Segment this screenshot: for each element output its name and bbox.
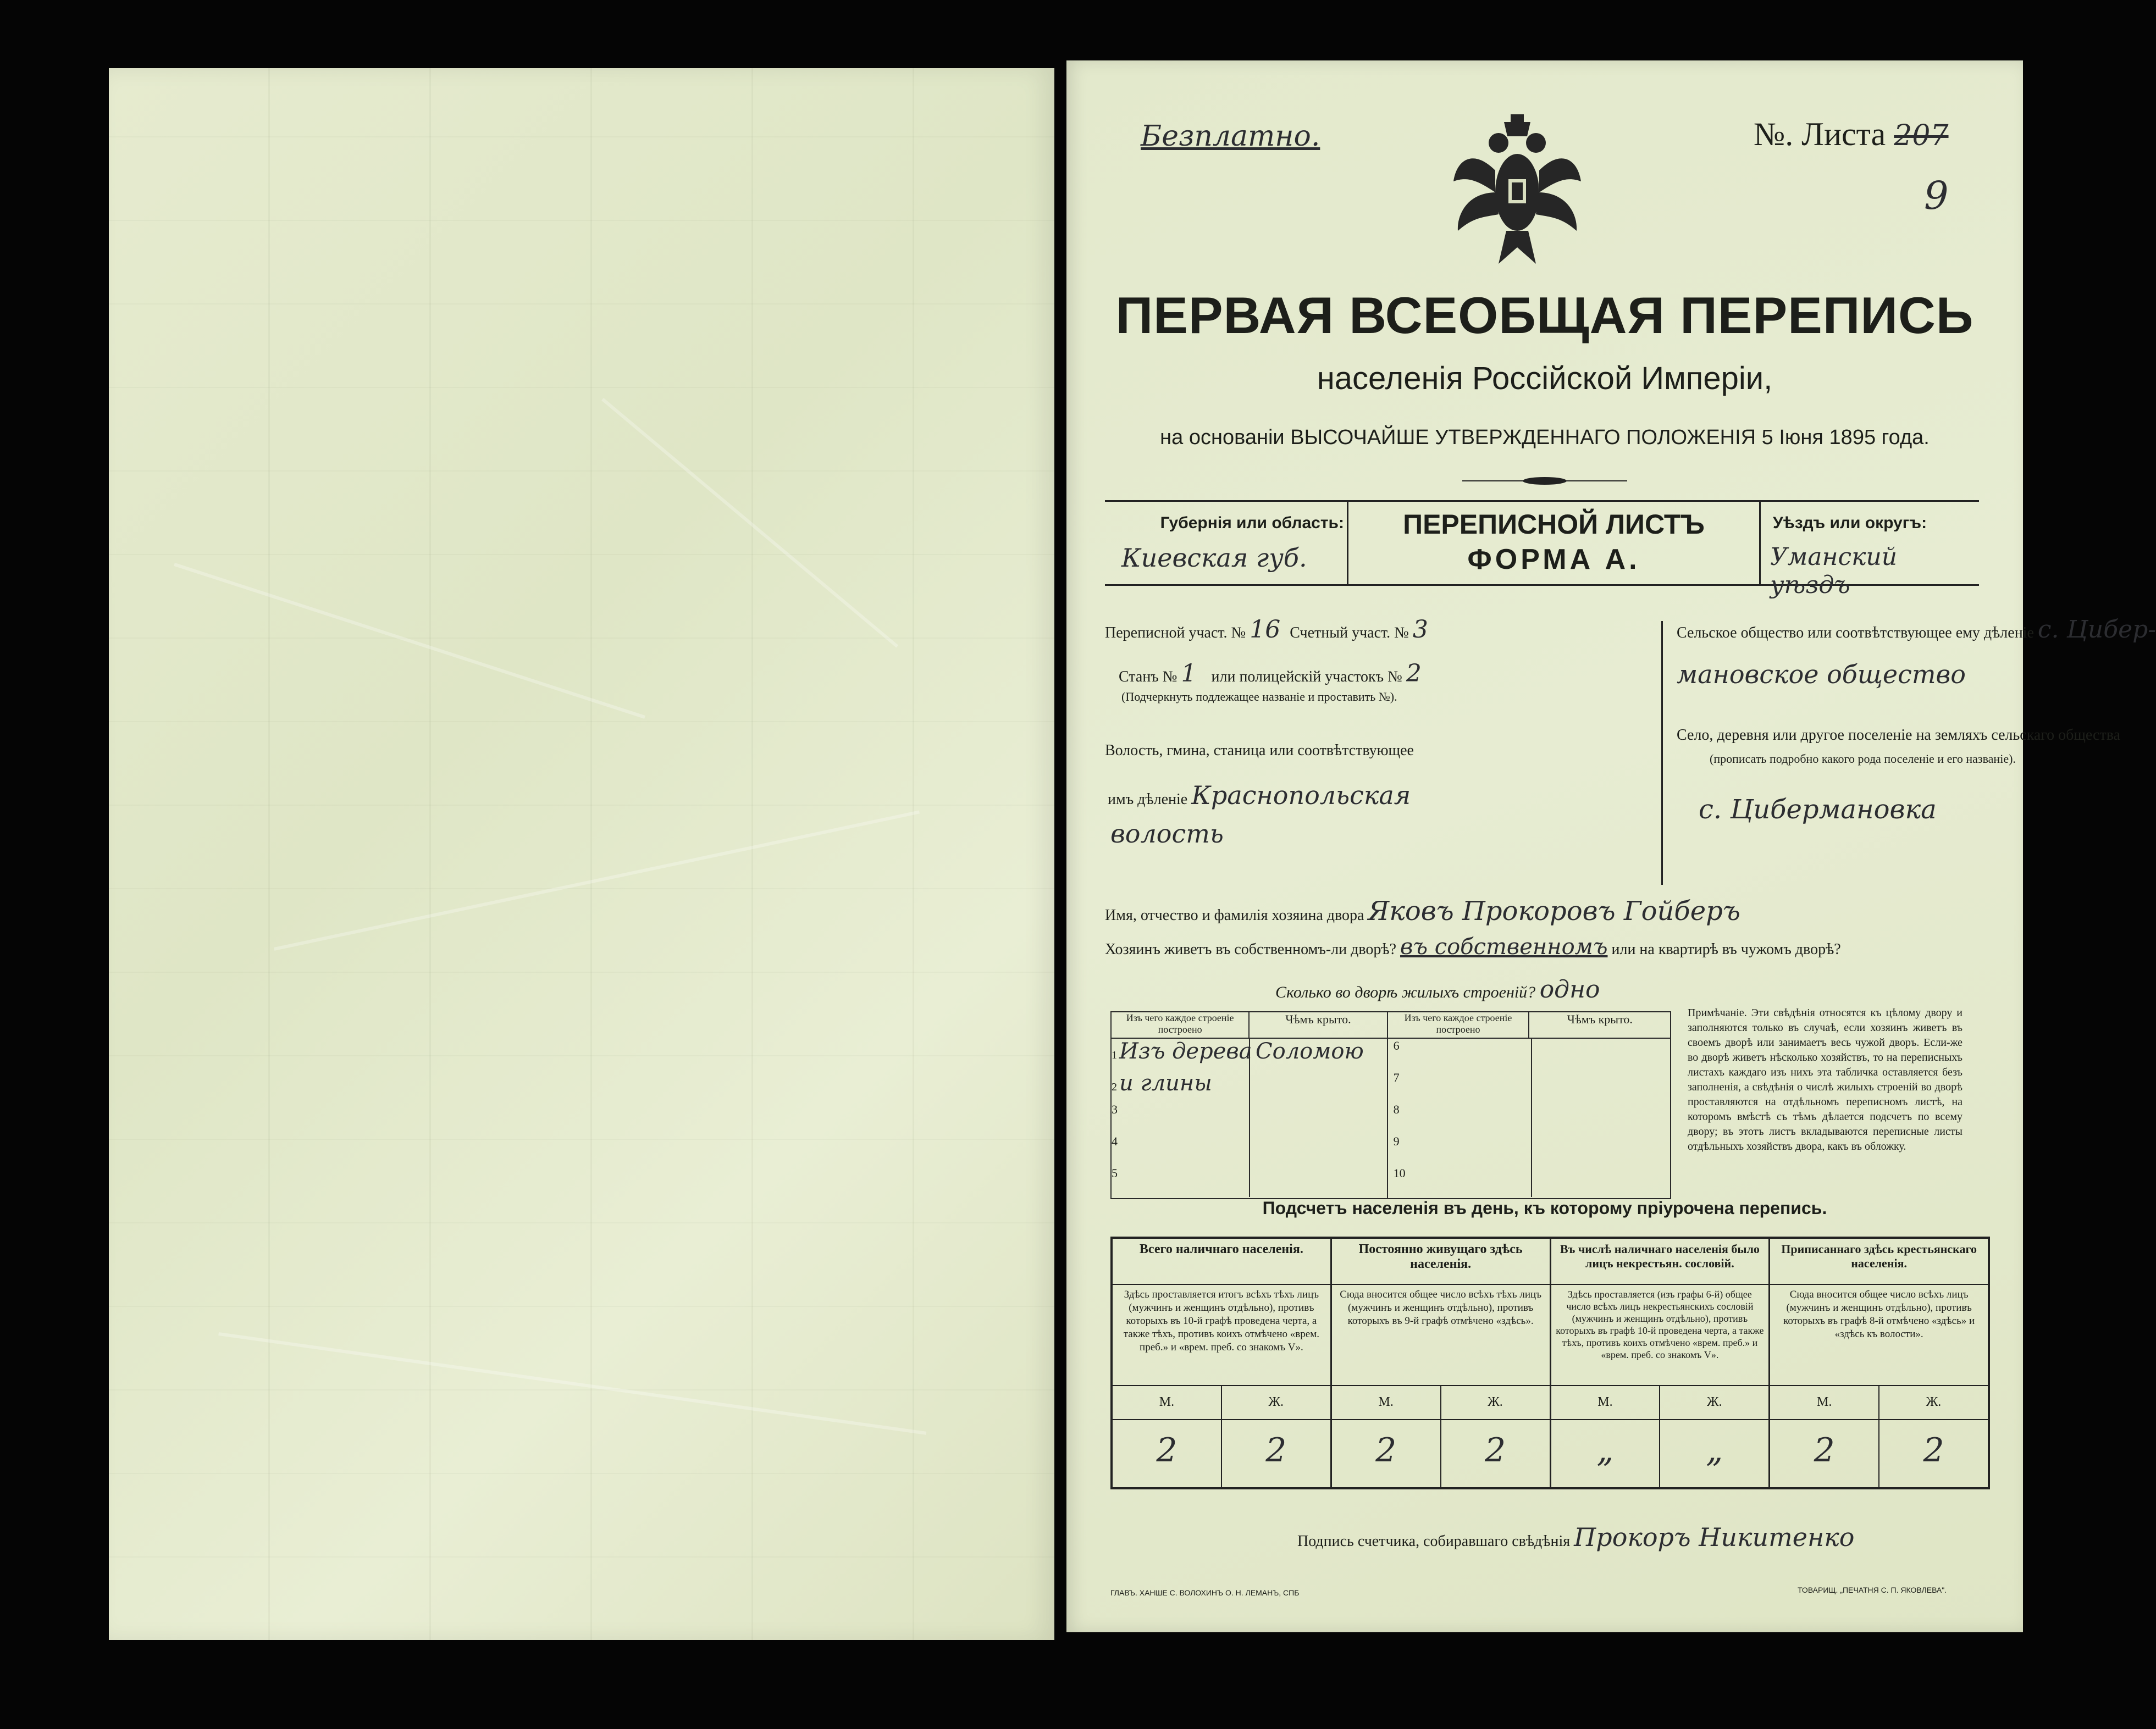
signature-label: Подпись счетчика, собиравшаго свѣдѣнія (1297, 1533, 1571, 1550)
count-column (1113, 1239, 1332, 1487)
underline-note: (Подчеркнуть подлежащее названіе и проставить №). (1121, 690, 1397, 703)
male-label: М. (1770, 1386, 1879, 1419)
society-value-2: мановское общество (1677, 660, 1966, 689)
volost-label-1: Волость, гмина, станица или соотвѣтствующее (1105, 742, 1414, 759)
perepis-uchastok-value: 16 (1250, 616, 1281, 644)
building-row: 2 и глины (1112, 1071, 1387, 1102)
count-column-description: Здѣсь проставляется итогъ всѣхъ тѣхъ лицъ (мужчинъ и женщинъ отдѣльно), противъ которыхъ въ 10-й графѣ проведена черта, а также тѣхъ, противъ коихъ отмѣчено «врем. преб.» и «врем. преб. со знакомъ V». (1113, 1285, 1330, 1386)
roof-header: Чѣмъ крыто. (1529, 1012, 1671, 1038)
page-subtitle: населенія Россійской Имперіи, (1317, 361, 1773, 396)
buildings-left-block (1111, 1038, 1387, 1199)
female-label: Ж. (1488, 1395, 1503, 1409)
field-divider (1661, 621, 1663, 885)
buildings-count-label: Сколько во дворѣ жилыхъ строеній? (1275, 983, 1536, 1001)
volost-line (1108, 780, 1411, 810)
female-count: 2 (1484, 1431, 1506, 1470)
buildings-count-line (1275, 976, 1600, 1004)
count-column-description: Здѣсь проставляется (изъ графы 6-й) общее число всѣхъ лицъ некрестьянскихъ сословій (мужчинъ и женщинъ отдѣльно), противъ которыхъ въ графѣ 10-й проведена черта, а также тѣхъ, противъ коихъ отмѣчено «врем. преб.» и «врем. преб. со знакомъ V». (1551, 1285, 1769, 1386)
volost-value-1: Краснопольская (1191, 780, 1411, 810)
schet-uchastok-value: 3 (1412, 616, 1428, 644)
society-label: Сельское общество или соотвѣтствующее ему дѣленіе (1677, 624, 2034, 641)
sheet-number-field (1754, 115, 1949, 153)
owner-residence-line (1105, 934, 2012, 960)
form-header-box (1105, 500, 1979, 599)
count-column-description: Сюда вносится общее число всѣхъ лицъ (мужчинъ и женщинъ отдѣльно), противъ которыхъ въ графѣ 8-й отмѣчено «здѣсь» и «здѣсь къ волости». (1770, 1285, 1988, 1386)
count-column (1770, 1239, 1988, 1487)
sheet-number-label: №. Листа (1754, 116, 1886, 152)
building-row: 3 (1112, 1102, 1387, 1134)
village-label: Село, деревня или другое поселеніе на земляхъ сельскаго общества (1677, 727, 2120, 744)
village-note: (прописать подробно какого рода поселеніе и его названіе). (1710, 752, 2016, 766)
male-label: М. (1332, 1386, 1441, 1419)
built-header: Изъ чего каждое строеніе построено (1387, 1012, 1529, 1038)
count-column-description: Сюда вносится общее число всѣхъ тѣхъ лицъ (мужчинъ и женщинъ отдѣльно), противъ которыхъ въ 9-й графѣ отмѣчено «здѣсь». (1332, 1285, 1550, 1386)
owner-name-line (1105, 896, 1984, 927)
free-label: Безплатно. (1141, 120, 1320, 153)
printer-credit-left: ГЛАВЪ. ХАНШЕ С. ВОЛОХИНЪ О. Н. ЛЕМАНЪ, СПБ (1110, 1588, 1300, 1597)
male-label: М. (1551, 1386, 1661, 1419)
guberniya-value: Киевская губ. (1121, 543, 1307, 573)
perepis-uchastok-label: Переписной участ. № (1105, 624, 1246, 641)
building-row: 5 (1112, 1166, 1387, 1197)
roof-header: Чѣмъ крыто. (1249, 1012, 1387, 1038)
male-count: 2 (1770, 1420, 1879, 1487)
society-value-1: с. Цибер- (2037, 616, 2156, 644)
female-count: 2 (1923, 1431, 1944, 1470)
ornament-divider (1462, 475, 1627, 486)
guberniya-label: Губернія или область: (1160, 514, 1344, 532)
stan-value: 1 (1181, 660, 1197, 688)
uezd-value: Уманский уѣздъ (1770, 543, 1898, 599)
stan-label: Станъ № (1119, 668, 1177, 685)
police-value: 2 (1406, 660, 1422, 688)
printer-credit-right: ТОВАРИЩ. „ПЕЧАТНЯ С. П. ЯКОВЛЕВА". (1798, 1586, 1947, 1594)
count-column-title: Въ числѣ наличнаго населенія было лицъ некрестьян. сословій. (1551, 1239, 1769, 1285)
building-row: 1 Изъ дерева Соломою (1112, 1039, 1387, 1071)
building-roof: Соломою (1256, 1039, 1364, 1064)
bleed-through-grid (109, 68, 1054, 1640)
society-line (1677, 616, 2156, 644)
schet-uchastok-label: Счетный участ. № (1290, 624, 1409, 641)
owner-residence-value: въ собственномъ (1400, 934, 1608, 960)
female-label: Ж. (1268, 1395, 1284, 1409)
owner-residence-label-2: или на квартирѣ въ чужомъ дворѣ? (1611, 941, 1841, 958)
census-form-page (1066, 60, 2156, 1632)
double-headed-eagle-emblem-icon (1451, 110, 1583, 269)
stan-line (1119, 660, 1422, 688)
count-column-title: Постоянно живущаго здѣсь населенія. (1332, 1239, 1550, 1285)
page-title: ПЕРВАЯ ВСЕОБЩАЯ ПЕРЕПИСЬ (1115, 286, 1974, 344)
building-row: 4 (1112, 1134, 1387, 1166)
count-heading: Подсчетъ населенія въ день, къ которому пріурочена перепись. (1262, 1198, 1827, 1218)
sheet-corner-mark: 9 (1924, 173, 1949, 218)
left-blank-page (109, 68, 1054, 1640)
legal-basis-line: на основаніи ВЫСОЧАЙШЕ УТВЕРЖДЕННАГО ПОЛОЖЕНІЯ 5 Іюня 1895 года. (1160, 426, 1930, 449)
count-column (1551, 1239, 1771, 1487)
building-material: и глины (1119, 1071, 1212, 1096)
enumerator-signature-line (1297, 1522, 1854, 1552)
uezd-label: Уѣздъ или округъ: (1773, 514, 1927, 532)
count-column (1332, 1239, 1551, 1487)
buildings-count-value: одно (1539, 976, 1600, 1004)
count-column-title: Приписаннаго здѣсь крестьянскаго населенія. (1770, 1239, 1988, 1285)
perepis-uchastok-line (1105, 616, 1428, 644)
volost-value-2: волость (1110, 819, 1224, 849)
female-count: „ (1706, 1431, 1723, 1470)
buildings-table (1110, 1011, 1671, 1199)
form-title: ПЕРЕПИСНОЙ ЛИСТЪ (1403, 509, 1705, 540)
sheet-number-value: 207 (1894, 119, 1949, 152)
male-count: „ (1551, 1420, 1661, 1487)
buildings-right-block: 6 7 8 9 10 (1387, 1038, 1671, 1199)
female-label: Ж. (1707, 1395, 1722, 1409)
male-label: М. (1113, 1386, 1222, 1419)
owner-name-value: Яковъ Прокоровъ Гойберъ (1368, 896, 1740, 927)
village-value: с. Цибермановка (1699, 794, 1937, 825)
population-count-table (1110, 1237, 1990, 1489)
form-type: ФОРМА А. (1467, 544, 1640, 575)
owner-name-label: Имя, отчество и фамилія хозяина двора (1105, 907, 1364, 924)
signature-value: Прокоръ Никитенко (1574, 1522, 1855, 1552)
building-material: Изъ дерева (1119, 1039, 1252, 1064)
male-count: 2 (1113, 1420, 1222, 1487)
owner-residence-label: Хозяинъ живетъ въ собственномъ-ли дворѣ? (1105, 941, 1397, 958)
count-column-title: Всего наличнаго населенія. (1113, 1239, 1330, 1285)
female-label: Ж. (1926, 1395, 1942, 1409)
volost-label-2: имъ дѣленіе (1108, 791, 1188, 808)
male-count: 2 (1332, 1420, 1441, 1487)
female-count: 2 (1265, 1431, 1287, 1470)
buildings-note: Примѣчаніе. Эти свѣдѣнія относятся къ цѣлому двору и заполняются только въ случаѣ, если хозяинъ живетъ въ своемъ дворѣ или занимаетъ весь чужой дворъ. Если-же во дворѣ живетъ нѣсколько хозяйствъ, то на переписныхъ листахъ каждаго изъ нихъ эта табличка оставляется безъ заполненія, а свѣдѣнія о числѣ жилыхъ строеній во дворѣ проставляются на отдѣльномъ переписномъ листѣ, на которомъ вмѣстѣ съ тѣмъ дѣлается подсчетъ по всему двору; въ этотъ листъ вкладываются переписные листы отдѣльныхъ хозяйствъ двора, какъ въ обложку. (1688, 1007, 1962, 1152)
built-header: Изъ чего каждое строеніе построено (1111, 1012, 1249, 1038)
police-label: или полицейскій участокъ № (1211, 668, 1402, 685)
